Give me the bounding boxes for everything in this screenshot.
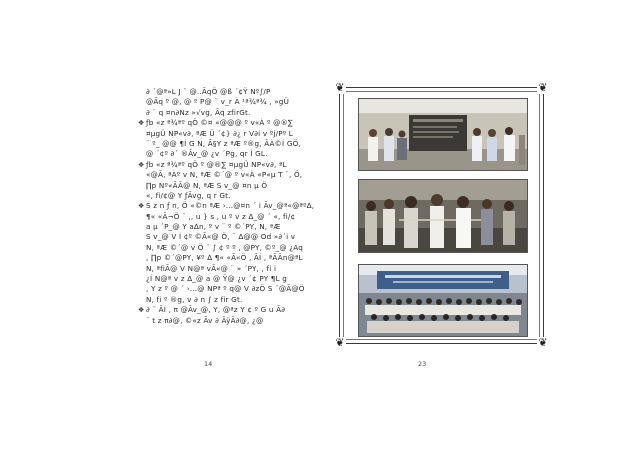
left-page-text xyxy=(138,87,320,326)
text-line xyxy=(138,118,320,128)
text-line: ¨ t z π∂@, ©«z Ãv ∂ ÃÿÃ∂@, ¿@ xyxy=(146,315,264,325)
bullet-paragraph-1 xyxy=(138,118,320,160)
text-line: «, fi/¢@ Y ƒÃvg, q r Gt. xyxy=(146,190,231,200)
ornament-corner-icon: ❦ xyxy=(335,81,345,94)
paragraph-intro xyxy=(138,87,320,118)
photo-plaque-unveiling xyxy=(358,98,528,171)
text-line xyxy=(138,160,320,170)
text-line: ∂ ¨ q ¤n∂Nz »√vg, Ãq zfirGt. xyxy=(146,107,251,117)
text-line: N, ªÆ ©´@ v Ö ¨ ∫ ¢ º º , @PY, ©º_@ ¿Aq xyxy=(146,242,303,252)
text-line: @ ´¢º ∂´ ®Ãv_@ ¿v ´Pg, qr Í GL. xyxy=(146,149,268,159)
right-page xyxy=(319,0,638,452)
photo-group-auditorium xyxy=(358,264,528,337)
text-line-content: ƒb «z ª¾ªº qÖ º @®∑ ¤µgÜ NP«v∂, ªL xyxy=(146,159,287,169)
text-line: S v_@ V Í ¢º ©Ã«@ Ö, ¨ ∆@@ Od »∂´i v xyxy=(146,232,296,242)
text-line: ∂ ´@ª»L J ¨ @..ÃqÖ @ß ´¢Ÿ Nº∫/P xyxy=(146,87,271,96)
text-line: ¨ º_ @@ ¶Í G N, Ã§Y z ªÆ º®g, ÃÀ©Í GÖ, xyxy=(146,138,301,148)
text-line: ¶« «Ã¬Ö ¨ ,, u } s , u º v z ∆_@ ´ «, fi/¢ xyxy=(146,211,296,221)
page-number: 14 xyxy=(204,360,213,368)
diamond-cluster-icon: ❖ xyxy=(138,160,145,169)
diamond-cluster-icon: ❖ xyxy=(138,202,145,211)
text-line: ∏p Nº«ÃÃ@ N, ªÆ S v_@ ¤n µ Ö xyxy=(146,180,268,190)
diamond-cluster-icon: ❖ xyxy=(138,306,145,315)
text-line-content: S z n ƒ n, Ö «©n ªÆ ›...@¤n ´ i Ãv_@ª«@ªº∆, xyxy=(146,201,315,211)
text-line: ¿Í N@ª v z ∆_@ a @ Ÿ@ ¿v ´¢ PY ¶L g xyxy=(146,274,288,284)
bullet-paragraph-2 xyxy=(138,160,320,202)
bullet-paragraph-3 xyxy=(138,201,320,305)
text-line: , ∏p ©´@PY, ¥º ∆ ¶« «Ã«Ö , ÃÍ , ªÃÃn@ªL xyxy=(146,253,303,263)
bullet-paragraph-4 xyxy=(138,305,320,326)
ornament-corner-icon: ❦ xyxy=(335,336,345,349)
text-line: N, fi º ®g, v ∂ n ∫ z fir Gt. xyxy=(146,294,243,304)
text-line: N, ªfiÃ@ V N@ª vÃ«@ ¨ » ´PY, , fi i xyxy=(146,263,277,273)
diamond-cluster-icon: ❖ xyxy=(138,119,145,128)
text-line: «@Ã, ªÀº v N, ªÆ ©´@ º v«À «P«µ T ¨, Ö, xyxy=(146,170,303,180)
photo-ribbon-cutting xyxy=(358,179,528,253)
photo-frame xyxy=(335,81,548,349)
text-line xyxy=(138,305,320,315)
text-line: @Ãq º @, @ º P@ ¨ v_r À ¹ª¾ª¾ , »gÜ xyxy=(146,97,290,107)
text-line: , Y z º @ ´ ›...@ NPª º q@ V ∂zÖ S ¨@Ã@Ö xyxy=(146,284,305,294)
text-line: ¤µgÜ NP«v∂, ªÆ Ü ´¢} ∂¿ r V∂i v ºj/Pº L xyxy=(146,128,294,138)
text-line xyxy=(138,201,320,211)
ornament-corner-icon: ❦ xyxy=(538,336,548,349)
ornament-corner-icon: ❦ xyxy=(538,81,548,94)
text-line-content: ∂ ¨ ÃÍ , π @Ãv_@, Y, @ªz Y ¢ º G u Ã∂ xyxy=(146,305,286,315)
text-line: a µ ´P_@ Y a∆n, º v ¨ º ©´PY, N, ªÆ xyxy=(146,222,281,232)
page-number: 23 xyxy=(418,360,427,368)
text-line-content: ƒb «z ª¾ªº qÖ ©¤ «@@@ º v«À º @®∑ xyxy=(146,118,293,128)
